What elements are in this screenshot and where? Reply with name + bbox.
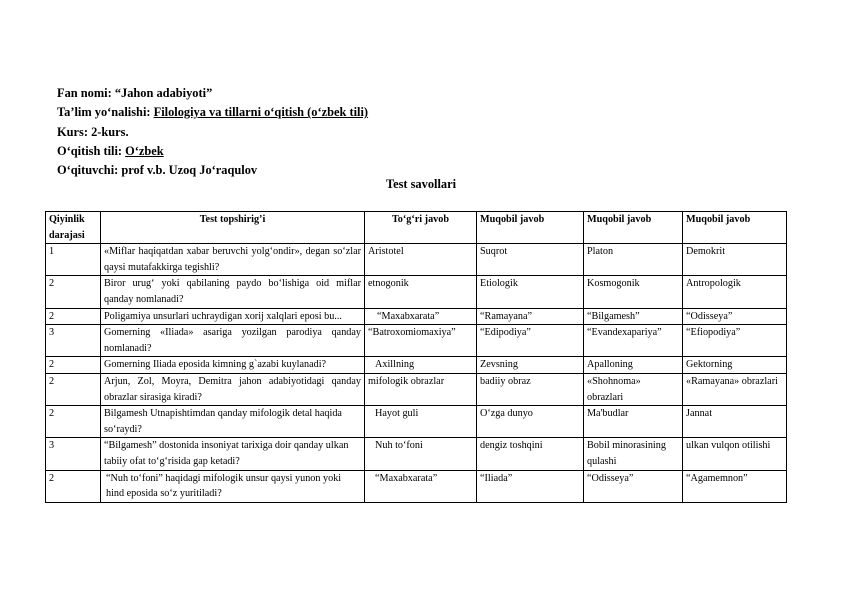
cell-alt-2: “Evandexapariya” <box>584 325 683 357</box>
cell-correct: “Maxabxarata” <box>365 308 477 325</box>
cell-question: Arjun, Zol, Moyra, Demitra jahon adabiyotidagi qanday obrazlar sirasiga kiradi? <box>101 373 365 405</box>
header-alt-1: Muqobil javob <box>477 212 584 244</box>
subject-value: “Jahon adabiyoti” <box>114 86 213 100</box>
cell-alt-1: “Ramayana” <box>477 308 584 325</box>
cell-alt-3: “Odisseya” <box>683 308 787 325</box>
cell-level: 2 <box>46 357 101 374</box>
table-row <box>46 406 787 438</box>
cell-level: 2 <box>46 406 101 438</box>
cell-correct: Aristotel <box>365 244 477 276</box>
cell-alt-3: Jannat <box>683 406 787 438</box>
cell-alt-3: «Ramayana» obrazlari <box>683 373 787 405</box>
cell-question: Poligamiya unsurlari uchraydigan xorij xalqlari eposi bu... <box>101 308 365 325</box>
table-row <box>46 438 787 470</box>
cell-alt-3: “Efiopodiya” <box>683 325 787 357</box>
cell-question: Bilgamesh Utnapishtimdan qanday mifologik detal haqida so‘raydi? <box>101 406 365 438</box>
language-label: O‘qitish tili: <box>57 143 126 158</box>
table-row <box>46 308 787 325</box>
cell-alt-2: Bobil minorasining qulashi <box>584 438 683 470</box>
subject-line <box>57 84 368 103</box>
cell-question: Gomerning «Iliada» asariga yozilgan parodiya qanday nomlanadi? <box>101 325 365 357</box>
cell-alt-1: Zevsning <box>477 357 584 374</box>
cell-alt-3: Demokrit <box>683 244 787 276</box>
cell-alt-2: “Odisseya” <box>584 470 683 502</box>
cell-level: 2 <box>46 276 101 308</box>
cell-correct: mifologik obrazlar <box>365 373 477 405</box>
cell-question: “Bilgamesh” dostonida insoniyat tarixiga doir qanday ulkan tabiiy ofat to‘g‘risida gap ketadi? <box>101 438 365 470</box>
cell-correct: “Batroxomiomaxiya” <box>365 325 477 357</box>
cell-alt-1: “Edipodiya” <box>477 325 584 357</box>
cell-level: 2 <box>46 470 101 502</box>
cell-alt-1: dengiz toshqini <box>477 438 584 470</box>
cell-alt-1: badiiy obraz <box>477 373 584 405</box>
cell-alt-3: “Agamemnon” <box>683 470 787 502</box>
teacher-line: O‘qituvchi: prof v.b. Uzoq Jo‘raqulov <box>57 163 258 178</box>
subject-label: Fan nomi: <box>57 86 115 100</box>
course-info <box>57 84 368 180</box>
cell-correct: Hayot guli <box>365 406 477 438</box>
header-alt-2: Muqobil javob <box>584 212 683 244</box>
table-row <box>46 325 787 357</box>
table-row <box>46 357 787 374</box>
cell-correct: “Maxabxarata” <box>365 470 477 502</box>
page-heading: Test savollari <box>385 177 457 191</box>
table-row <box>46 373 787 405</box>
table-row <box>46 470 787 502</box>
cell-question: Biror urug‘ yoki qabilaning paydo bo‘lishiga oid miflar qanday nomlanadi? <box>101 276 365 308</box>
cell-alt-2: Platon <box>584 244 683 276</box>
table-row <box>46 276 787 308</box>
cell-question: “Nuh to‘foni” haqidagi mifologik unsur qaysi yunon yoki hind eposida so‘z yuritiladi? <box>101 470 365 502</box>
cell-alt-1: O‘zga dunyo <box>477 406 584 438</box>
cell-alt-3: ulkan vulqon otilishi <box>683 438 787 470</box>
cell-question: «Miflar haqiqatdan xabar beruvchi yolg‘ondir», degan so‘zlar qaysi mutafakkirga tegishli? <box>101 244 365 276</box>
language-value: O‘zbek <box>125 143 164 158</box>
header-alt-3: Muqobil javob <box>683 212 787 244</box>
direction-label: Ta’lim yo‘nalishi: <box>57 105 154 120</box>
cell-alt-1: “Iliada” <box>477 470 584 502</box>
cell-alt-1: Etiologik <box>477 276 584 308</box>
cell-alt-2: “Bilgamesh” <box>584 308 683 325</box>
course-line: Kurs: 2-kurs. <box>57 124 129 139</box>
header-question: Test topshirig’i <box>101 212 365 244</box>
table-header-row <box>46 212 787 244</box>
cell-alt-2: Ma'budlar <box>584 406 683 438</box>
cell-alt-3: Antropologik <box>683 276 787 308</box>
cell-level: 3 <box>46 325 101 357</box>
cell-correct: etnogonik <box>365 276 477 308</box>
cell-alt-3: Gektorning <box>683 357 787 374</box>
header-correct: To‘g‘ri javob <box>365 212 477 244</box>
test-questions-table <box>45 211 787 503</box>
cell-correct: Axillning <box>365 357 477 374</box>
cell-correct: Nuh to‘foni <box>365 438 477 470</box>
cell-level: 2 <box>46 373 101 405</box>
language-line <box>57 142 368 161</box>
cell-question: Gomerning Iliada eposida kimning g`azabi kuylanadi? <box>101 357 365 374</box>
cell-level: 1 <box>46 244 101 276</box>
cell-alt-1: Suqrot <box>477 244 584 276</box>
cell-alt-2: Kosmogonik <box>584 276 683 308</box>
cell-alt-2: «Shohnoma» obrazlari <box>584 373 683 405</box>
cell-level: 2 <box>46 308 101 325</box>
cell-alt-2: Apalloning <box>584 357 683 374</box>
header-level: Qiyinlik darajasi <box>46 212 101 244</box>
direction-value: Filologiya va tillarni o‘qitish (o‘zbek tili) <box>153 105 369 120</box>
direction-line <box>57 103 368 122</box>
table-row <box>46 244 787 276</box>
cell-level: 3 <box>46 438 101 470</box>
